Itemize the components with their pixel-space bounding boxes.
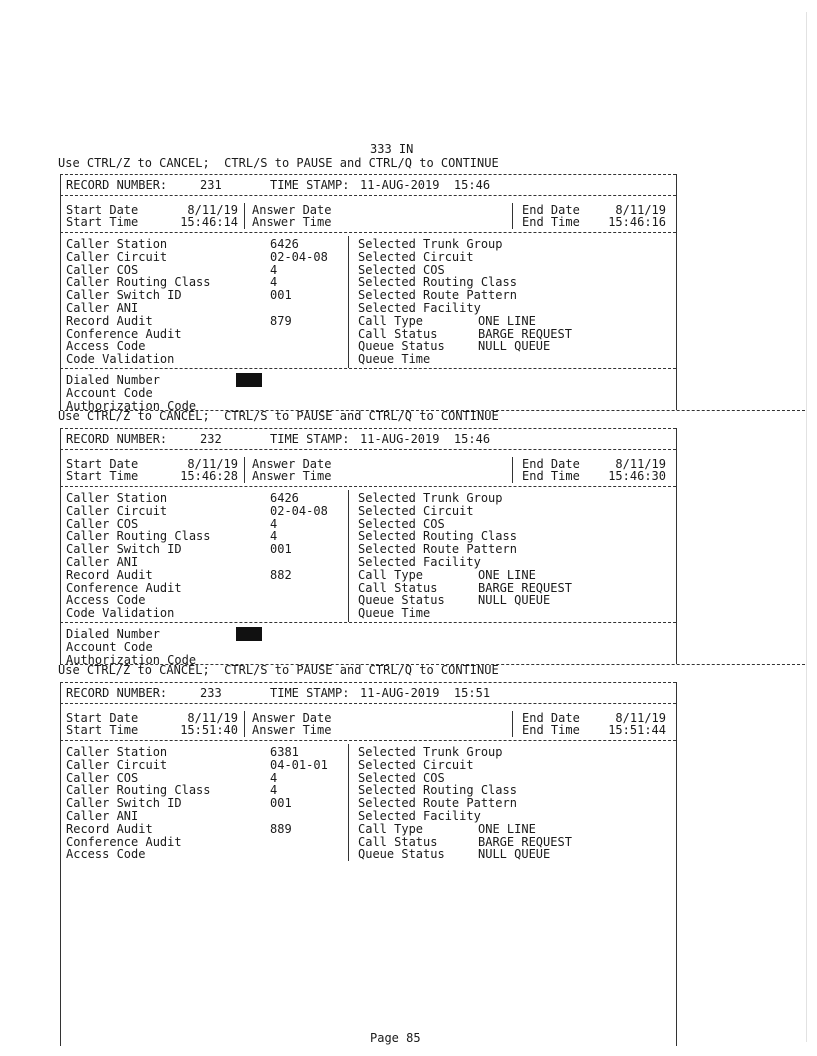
start-time-value: 15:51:40	[180, 723, 238, 737]
time-stamp-label: TIME STAMP:	[270, 686, 350, 700]
start-time-value: 15:46:28	[180, 469, 238, 483]
selected-circuit-label: Selected Circuit	[358, 503, 474, 518]
answer-time-label: Answer Time	[252, 215, 332, 229]
page-header: 333 IN	[370, 142, 414, 156]
caller-routing-class-label: Caller Routing Class	[66, 783, 211, 798]
selected-cos-label: Selected COS	[358, 770, 445, 785]
selected-facility-label: Selected Facility	[358, 555, 481, 569]
selected-route-pattern-label: Selected Route Pattern	[358, 288, 517, 303]
caller-circuit-value: 04-01-01	[270, 757, 328, 772]
start-date-value: 8/11/19	[187, 457, 238, 471]
record-right-border	[676, 682, 677, 1046]
caller-switch-id-value: 001	[270, 542, 292, 557]
access-code-label: Access Code	[66, 847, 146, 862]
caller-circuit-value: 02-04-08	[270, 503, 328, 518]
queue-status-label: Queue Status	[358, 339, 445, 354]
record-audit-value: 882	[270, 567, 292, 582]
end-date-value: 8/11/19	[615, 203, 666, 217]
conference-audit-label: Conference Audit	[66, 326, 182, 341]
call-status-label: Call Status	[358, 326, 438, 341]
caller-circuit-label: Caller Circuit	[66, 249, 168, 264]
record-divider	[60, 622, 676, 623]
caller-routing-class-label: Caller Routing Class	[66, 275, 211, 290]
record-divider	[60, 703, 676, 704]
ctrl-instructions-1: Use CTRL/Z to CANCEL; CTRL/S to PAUSE and CTRL/Q to CONTINUE	[58, 156, 499, 170]
end-date-label: End Date	[522, 457, 580, 471]
start-time-label: Start Time	[66, 723, 139, 737]
selected-trunk-group-label: Selected Trunk Group	[358, 491, 503, 505]
time-stamp-value: 11-AUG-2019 15:46	[360, 178, 491, 192]
call-type-label: Call Type	[358, 567, 424, 582]
record-audit-value: 889	[270, 821, 292, 836]
record-divider	[60, 486, 676, 487]
call-status-value: BARGE REQUEST	[478, 580, 572, 595]
answer-date-label: Answer Date	[252, 711, 332, 725]
queue-time-label: Queue Time	[358, 352, 431, 367]
time-stamp-label: TIME STAMP:	[270, 178, 350, 192]
start-time-label: Start Time	[66, 215, 139, 229]
record-top-border	[60, 682, 676, 683]
ctrl-instructions-2: Use CTRL/Z to CANCEL; CTRL/S to PAUSE and CTRL/Q to CONTINUE	[58, 409, 499, 423]
caller-circuit-value: 02-04-08	[270, 249, 328, 264]
record-audit-label: Record Audit	[66, 567, 153, 582]
selected-cos-label: Selected COS	[358, 516, 445, 531]
time-stamp-value: 11-AUG-2019 15:51	[360, 686, 491, 700]
caller-cos-value: 4	[270, 516, 278, 531]
selected-routing-class-label: Selected Routing Class	[358, 275, 517, 290]
selected-routing-class-label: Selected Routing Class	[358, 783, 517, 798]
selected-facility-label: Selected Facility	[358, 809, 481, 823]
call-type-label: Call Type	[358, 313, 424, 328]
end-time-value: 15:46:30	[608, 469, 666, 483]
queue-status-value: NULL QUEUE	[478, 847, 551, 862]
caller-routing-class-label: Caller Routing Class	[66, 529, 211, 544]
start-time-label: Start Time	[66, 469, 139, 483]
account-code-label: Account Code	[66, 385, 153, 400]
selected-route-pattern-label: Selected Route Pattern	[358, 542, 517, 557]
record-audit-value: 879	[270, 313, 292, 328]
call-status-value: BARGE REQUEST	[478, 326, 572, 341]
caller-circuit-label: Caller Circuit	[66, 503, 168, 518]
page-edge	[806, 12, 807, 1042]
caller-station-label: Caller Station	[66, 491, 168, 505]
dialed-number-label: Dialed Number	[66, 373, 160, 387]
record-divider	[60, 195, 676, 196]
ctrl-instructions-3: Use CTRL/Z to CANCEL; CTRL/S to PAUSE and CTRL/Q to CONTINUE	[58, 663, 499, 677]
caller-ani-label: Caller ANI	[66, 809, 139, 823]
queue-time-label: Queue Time	[358, 606, 431, 621]
answer-separator	[244, 203, 245, 229]
record-bottom-border	[60, 410, 805, 411]
selected-facility-label: Selected Facility	[358, 301, 481, 315]
redacted-dialed-number	[236, 627, 262, 641]
access-code-label: Access Code	[66, 593, 146, 608]
caller-switch-id-label: Caller Switch ID	[66, 288, 182, 303]
caller-station-value: 6426	[270, 237, 299, 251]
answer-date-label: Answer Date	[252, 457, 332, 471]
selected-trunk-group-label: Selected Trunk Group	[358, 745, 503, 759]
call-type-value: ONE LINE	[478, 567, 536, 582]
answer-separator	[244, 711, 245, 737]
start-time-value: 15:46:14	[180, 215, 238, 229]
call-status-label: Call Status	[358, 834, 438, 849]
record-top-border	[60, 428, 676, 429]
selected-separator	[348, 236, 349, 368]
caller-cos-value: 4	[270, 262, 278, 277]
end-time-value: 15:51:44	[608, 723, 666, 737]
call-status-label: Call Status	[358, 580, 438, 595]
call-type-value: ONE LINE	[478, 821, 536, 836]
caller-switch-id-label: Caller Switch ID	[66, 542, 182, 557]
caller-switch-id-value: 001	[270, 796, 292, 811]
start-date-value: 8/11/19	[187, 711, 238, 725]
selected-circuit-label: Selected Circuit	[358, 249, 474, 264]
page-footer: Page 85	[370, 1031, 421, 1045]
code-validation-label: Code Validation	[66, 606, 175, 621]
caller-station-label: Caller Station	[66, 237, 168, 251]
call-type-label: Call Type	[358, 821, 424, 836]
record-divider	[60, 740, 676, 741]
caller-ani-label: Caller ANI	[66, 555, 139, 569]
record-top-border	[60, 174, 676, 175]
end-date-value: 8/11/19	[615, 711, 666, 725]
end-separator	[512, 457, 513, 483]
queue-status-value: NULL QUEUE	[478, 593, 551, 608]
record-divider	[60, 449, 676, 450]
selected-cos-label: Selected COS	[358, 262, 445, 277]
answer-time-label: Answer Time	[252, 469, 332, 483]
end-time-label: End Time	[522, 469, 580, 483]
end-time-value: 15:46:16	[608, 215, 666, 229]
call-type-value: ONE LINE	[478, 313, 536, 328]
answer-date-label: Answer Date	[252, 203, 332, 217]
record-audit-label: Record Audit	[66, 821, 153, 836]
start-date-label: Start Date	[66, 457, 139, 471]
record-left-border	[60, 428, 61, 664]
start-date-label: Start Date	[66, 711, 139, 725]
end-date-value: 8/11/19	[615, 457, 666, 471]
record-number-label: RECORD NUMBER:	[66, 686, 168, 700]
record-number-label: RECORD NUMBER:	[66, 432, 168, 446]
record-divider	[60, 368, 676, 369]
queue-status-label: Queue Status	[358, 593, 445, 608]
record-audit-label: Record Audit	[66, 313, 153, 328]
selected-route-pattern-label: Selected Route Pattern	[358, 796, 517, 811]
record-right-border	[676, 174, 677, 410]
end-time-label: End Time	[522, 723, 580, 737]
access-code-label: Access Code	[66, 339, 146, 354]
time-stamp-label: TIME STAMP:	[270, 432, 350, 446]
record-number-value: 232	[200, 432, 222, 446]
caller-station-value: 6381	[270, 745, 299, 759]
end-date-label: End Date	[522, 711, 580, 725]
conference-audit-label: Conference Audit	[66, 834, 182, 849]
dialed-number-label: Dialed Number	[66, 627, 160, 641]
caller-station-label: Caller Station	[66, 745, 168, 759]
record-right-border	[676, 428, 677, 664]
selected-circuit-label: Selected Circuit	[358, 757, 474, 772]
caller-cos-value: 4	[270, 770, 278, 785]
account-code-label: Account Code	[66, 639, 153, 654]
answer-separator	[244, 457, 245, 483]
selected-routing-class-label: Selected Routing Class	[358, 529, 517, 544]
caller-cos-label: Caller COS	[66, 516, 139, 531]
end-date-label: End Date	[522, 203, 580, 217]
selected-separator	[348, 744, 349, 861]
answer-time-label: Answer Time	[252, 723, 332, 737]
start-date-value: 8/11/19	[187, 203, 238, 217]
caller-cos-label: Caller COS	[66, 770, 139, 785]
queue-status-label: Queue Status	[358, 847, 445, 862]
caller-routing-class-value: 4	[270, 783, 278, 798]
authorization-code-label: Authorization Code	[66, 398, 197, 413]
redacted-dialed-number	[236, 373, 262, 387]
end-separator	[512, 711, 513, 737]
record-divider	[60, 232, 676, 233]
caller-cos-label: Caller COS	[66, 262, 139, 277]
selected-trunk-group-label: Selected Trunk Group	[358, 237, 503, 251]
caller-circuit-label: Caller Circuit	[66, 757, 168, 772]
record-bottom-border	[60, 664, 805, 665]
selected-separator	[348, 490, 349, 622]
end-separator	[512, 203, 513, 229]
code-validation-label: Code Validation	[66, 352, 175, 367]
caller-switch-id-label: Caller Switch ID	[66, 796, 182, 811]
record-number-value: 231	[200, 178, 222, 192]
caller-routing-class-value: 4	[270, 275, 278, 290]
authorization-code-label: Authorization Code	[66, 652, 197, 667]
record-number-label: RECORD NUMBER:	[66, 178, 168, 192]
caller-ani-label: Caller ANI	[66, 301, 139, 315]
record-number-value: 233	[200, 686, 222, 700]
conference-audit-label: Conference Audit	[66, 580, 182, 595]
record-left-border	[60, 682, 61, 1046]
caller-switch-id-value: 001	[270, 288, 292, 303]
queue-status-value: NULL QUEUE	[478, 339, 551, 354]
caller-station-value: 6426	[270, 491, 299, 505]
time-stamp-value: 11-AUG-2019 15:46	[360, 432, 491, 446]
start-date-label: Start Date	[66, 203, 139, 217]
record-left-border	[60, 174, 61, 410]
end-time-label: End Time	[522, 215, 580, 229]
call-status-value: BARGE REQUEST	[478, 834, 572, 849]
caller-routing-class-value: 4	[270, 529, 278, 544]
